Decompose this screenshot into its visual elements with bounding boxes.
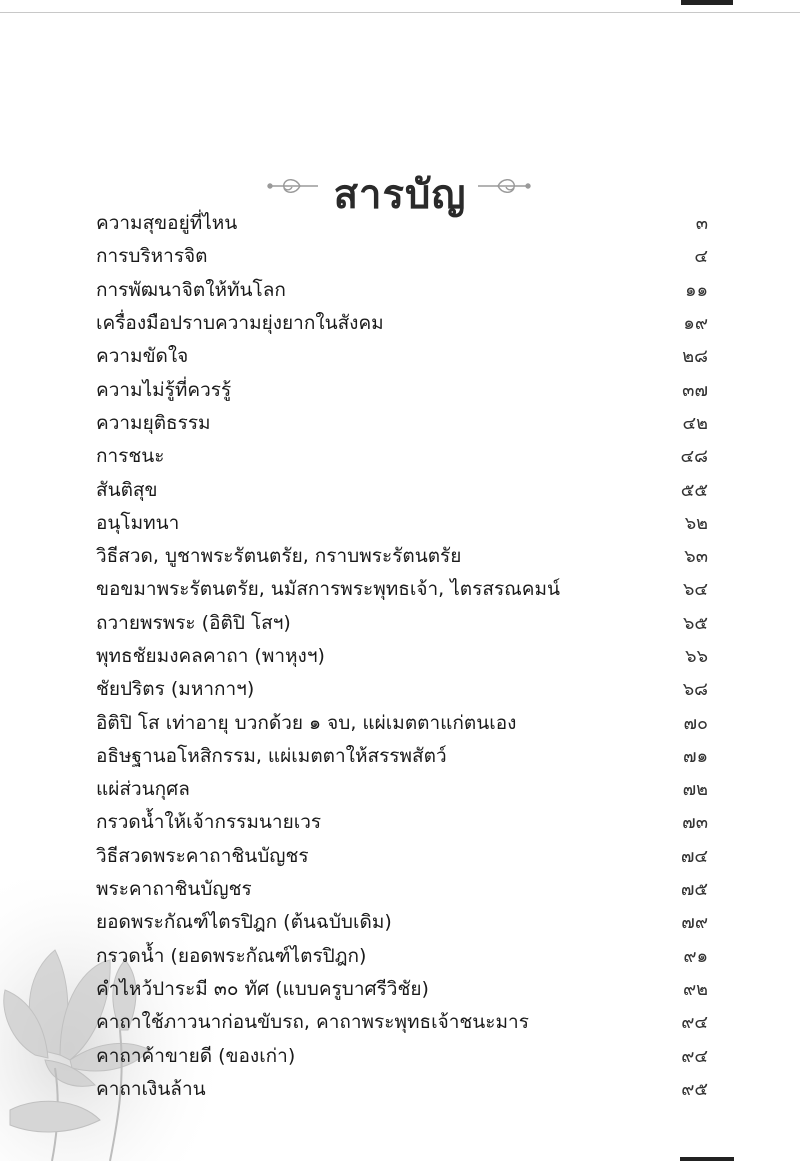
toc-entry-label: ความสุขอยู่ที่ไหน <box>96 212 238 235</box>
toc-entry[interactable] <box>96 274 708 307</box>
toc-entry-page-number: ๖๒ <box>684 512 708 534</box>
toc-entry-page-number: ๗๕ <box>680 879 708 901</box>
toc-entry-page-number: ๑๑ <box>685 279 708 301</box>
toc-entry[interactable] <box>96 906 708 939</box>
toc-entry-page-number: ๔๒ <box>682 412 708 434</box>
toc-entry-label: เครื่องมือปราบความยุ่งยากในสังคม <box>96 312 384 335</box>
toc-entry-label: คาถาเงินล้าน <box>96 1077 206 1100</box>
toc-entry-label: ชัยปริตร (มหากาฯ) <box>96 678 255 701</box>
toc-entry[interactable] <box>96 573 708 606</box>
toc-entry-page-number: ๗๐ <box>683 712 708 734</box>
toc-entry-label: อนุโมทนา <box>96 511 180 534</box>
toc-entry-page-number: ๙๔ <box>681 1012 708 1034</box>
toc-entry-label: ความยุติธรรม <box>96 411 211 434</box>
toc-entry-page-number: ๙๔ <box>681 1045 708 1067</box>
toc-entry-label: อิติปิ โส เท่าอายุ บวกด้วย ๑ จบ, แผ่เมตตาแก่ตนเอง <box>96 711 517 734</box>
toc-entry-page-number: ๓๗ <box>682 379 708 401</box>
toc-entry-label: การบริหารจิต <box>96 245 208 268</box>
toc-entry[interactable] <box>96 507 708 540</box>
toc-entry-label: ยอดพระกัณฑ์ไตรปิฎก (ต้นฉบับเดิม) <box>96 911 392 934</box>
toc-entry[interactable] <box>96 840 708 873</box>
toc-entry-label: ถวายพรพระ (อิติปิ โสฯ) <box>96 611 291 634</box>
toc-entry-page-number: ๔๘ <box>680 446 708 468</box>
toc-entry[interactable] <box>96 806 708 839</box>
toc-entry-page-number: ๑๙ <box>683 313 708 335</box>
toc-entry[interactable] <box>96 540 708 573</box>
page-title: สารบัญ <box>333 172 467 218</box>
toc-entry-label: วิธีสวดพระคาถาชินบัญชร <box>96 844 309 867</box>
toc-entry-page-number: ๖๕ <box>682 612 708 634</box>
toc-entry-page-number: ๗๙ <box>681 912 708 934</box>
toc-entry[interactable] <box>96 307 708 340</box>
toc-entry-page-number: ๕๕ <box>680 479 708 501</box>
toc-entry-label: ขอขมาพระรัตนตรัย, นมัสการพระพุทธเจ้า, ไตรสรณคมน์ <box>96 578 560 601</box>
toc-entry[interactable] <box>96 440 708 473</box>
toc-entry-label: อธิษฐานอโหสิกรรม, แผ่เมตตาให้สรรพสัตว์ <box>96 744 447 767</box>
toc-entry-label: คาถาใช้ภาวนาก่อนขับรถ, คาถาพระพุทธเจ้าชนะมาร <box>96 1011 529 1034</box>
toc-entry-page-number: ๒๘ <box>682 346 708 368</box>
toc-entry-page-number: ๗๑ <box>683 745 708 767</box>
toc-entry[interactable] <box>96 1073 708 1106</box>
toc-entry-page-number: ๙๑ <box>683 945 708 967</box>
toc-entry-label: ความขัดใจ <box>96 345 189 368</box>
toc-entry-page-number: ๙๒ <box>682 978 708 1000</box>
toc-entry[interactable] <box>96 240 708 273</box>
toc-entry-page-number: ๗๔ <box>680 845 708 867</box>
toc-entry[interactable] <box>96 773 708 806</box>
toc-entry-page-number: ๖๖ <box>685 646 708 667</box>
toc-entry[interactable] <box>96 473 708 506</box>
toc-entry-label: พระคาถาชินบัญชร <box>96 878 252 901</box>
toc-entry-page-number: ๔ <box>694 246 708 268</box>
toc-entry[interactable] <box>96 673 708 706</box>
toc-entry-label: สันติสุข <box>96 478 158 501</box>
toc-entry[interactable] <box>96 607 708 640</box>
toc-entry-label: ความไม่รู้ที่ควรรู้ <box>96 378 232 401</box>
toc-entry-page-number: ๗๓ <box>682 812 708 834</box>
toc-entry[interactable] <box>96 640 708 673</box>
toc-entry-label: แผ่ส่วนกุศล <box>96 778 190 801</box>
toc-entry-page-number: ๖๓ <box>684 546 708 568</box>
top-divider <box>0 12 800 13</box>
toc-entry[interactable] <box>96 407 708 440</box>
toc-entry-label: คาถาค้าขายดี (ของเก่า) <box>96 1044 296 1067</box>
toc-entry[interactable] <box>96 973 708 1006</box>
toc-entry-label: การพัฒนาจิตให้ทันโลก <box>96 278 286 301</box>
toc-entry-page-number: ๙๕ <box>681 1078 708 1100</box>
toc-entry[interactable] <box>96 740 708 773</box>
toc-entry-label: การชนะ <box>96 445 165 468</box>
bottom-page-marker <box>680 1157 734 1161</box>
toc-entry-label: พุทธชัยมงคลคาถา (พาหุงฯ) <box>96 645 325 667</box>
toc-entry-label: วิธีสวด, บูชาพระรัตนตรัย, กราบพระรัตนตรัย <box>96 545 462 568</box>
toc-entry[interactable] <box>96 873 708 906</box>
toc-entry[interactable] <box>96 706 708 739</box>
top-page-marker <box>681 0 733 5</box>
toc-entry[interactable] <box>96 373 708 406</box>
table-of-contents <box>96 207 708 1106</box>
toc-entry-page-number: ๓ <box>695 213 708 235</box>
toc-entry-label: คำไหว้ปาระมี ๓๐ ทัศ (แบบครูบาศรีวิชัย) <box>96 977 429 1000</box>
toc-entry-page-number: ๗๒ <box>682 779 708 801</box>
toc-entry-label: กรวดน้ำให้เจ้ากรรมนายเวร <box>96 811 322 834</box>
toc-entry-page-number: ๖๘ <box>682 679 708 701</box>
toc-entry[interactable] <box>96 1039 708 1072</box>
toc-entry[interactable] <box>96 340 708 373</box>
toc-entry-label: กรวดน้ำ (ยอดพระกัณฑ์ไตรปิฎก) <box>96 944 367 967</box>
toc-entry[interactable] <box>96 207 708 240</box>
toc-entry-page-number: ๖๔ <box>682 579 708 601</box>
toc-entry[interactable] <box>96 1006 708 1039</box>
toc-entry[interactable] <box>96 940 708 973</box>
